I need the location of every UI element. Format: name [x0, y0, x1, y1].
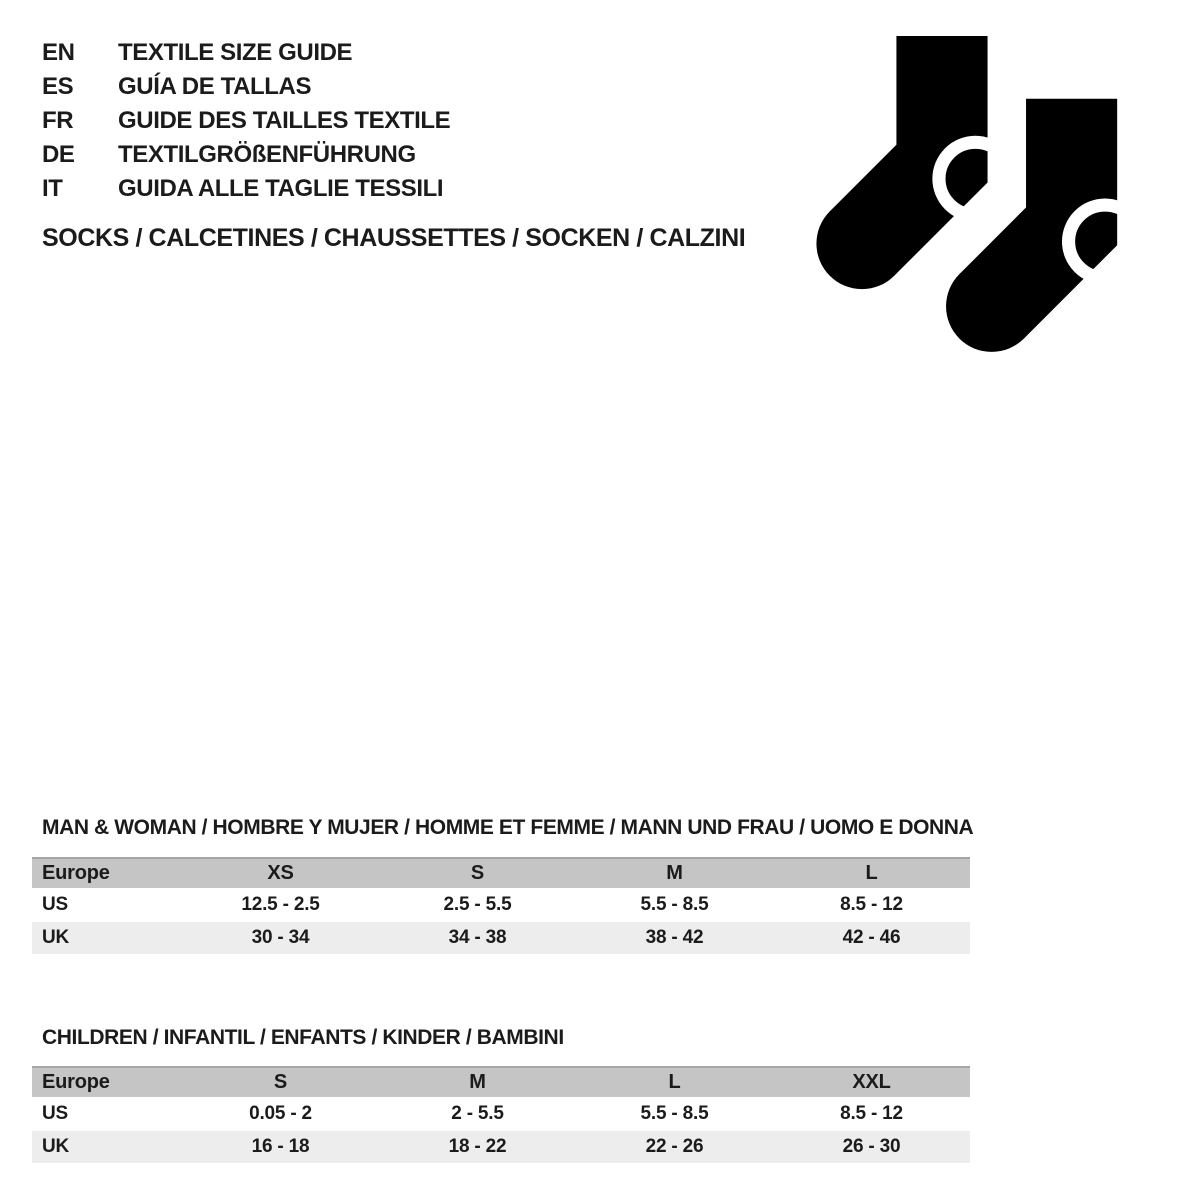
size-table-children	[32, 1066, 970, 1163]
size-column-header: S	[273, 1071, 288, 1093]
size-cell: 2.5 - 5.5	[443, 894, 512, 915]
size-cell: 0.05 - 2	[249, 1103, 312, 1124]
language-title: TEXTILGRÖßENFÜHRUNG	[118, 141, 416, 168]
table-header-row	[32, 857, 970, 888]
row-label: US	[42, 1103, 68, 1124]
table-row	[32, 1131, 970, 1163]
size-column-header: L	[668, 1071, 681, 1093]
language-list	[42, 36, 450, 206]
language-row	[42, 104, 450, 138]
size-column-header: XS	[267, 862, 294, 884]
language-title: GUIDA ALLE TAGLIE TESSILI	[118, 175, 444, 202]
language-code: EN	[42, 39, 75, 66]
size-cell: 42 - 46	[842, 927, 901, 948]
table-header-row	[32, 1066, 970, 1097]
table-title-man-woman: MAN & WOMAN / HOMBRE Y MUJER / HOMME ET FEMME / MANN UND FRAU / UOMO E DONNA	[42, 816, 974, 839]
language-title: GUIDE DES TAILLES TEXTILE	[118, 107, 451, 134]
region-column-header: Europe	[42, 862, 110, 884]
language-code: DE	[42, 141, 75, 168]
language-code: IT	[42, 175, 63, 202]
size-cell: 16 - 18	[251, 1136, 310, 1157]
table-row	[32, 888, 970, 922]
size-cell: 30 - 34	[251, 927, 310, 948]
language-title: TEXTILE SIZE GUIDE	[118, 39, 353, 66]
size-cell: 26 - 30	[842, 1136, 901, 1157]
language-row	[42, 172, 450, 206]
language-title: GUÍA DE TALLAS	[118, 73, 312, 100]
size-cell: 5.5 - 8.5	[640, 894, 709, 915]
language-row	[42, 138, 450, 172]
size-cell: 18 - 22	[448, 1136, 507, 1157]
language-code: ES	[42, 73, 74, 100]
size-column-header: L	[865, 862, 878, 884]
table-row	[32, 922, 970, 954]
table-title-children: CHILDREN / INFANTIL / ENFANTS / KINDER / BAMBINI	[42, 1026, 564, 1049]
language-code: FR	[42, 107, 74, 134]
row-label: UK	[42, 1136, 70, 1157]
product-category-line: SOCKS / CALCETINES / CHAUSSETTES / SOCKEN / CALZINI	[42, 224, 746, 252]
socks-icon	[812, 36, 1154, 358]
size-cell: 5.5 - 8.5	[640, 1103, 709, 1124]
size-cell: 38 - 42	[645, 927, 704, 948]
size-cell: 12.5 - 2.5	[241, 894, 320, 915]
size-column-header: XXL	[852, 1071, 891, 1093]
size-cell: 34 - 38	[448, 927, 507, 948]
size-column-header: S	[470, 862, 485, 884]
size-cell: 22 - 26	[645, 1136, 704, 1157]
size-cell: 8.5 - 12	[840, 894, 903, 915]
size-cell: 8.5 - 12	[840, 1103, 903, 1124]
language-row	[42, 36, 450, 70]
size-column-header: M	[666, 862, 683, 884]
table-row	[32, 1097, 970, 1131]
row-label: UK	[42, 927, 70, 948]
size-cell: 2 - 5.5	[451, 1103, 504, 1124]
size-column-header: M	[469, 1071, 486, 1093]
size-table-man-woman	[32, 857, 970, 954]
region-column-header: Europe	[42, 1071, 110, 1093]
row-label: US	[42, 894, 68, 915]
language-row	[42, 70, 450, 104]
